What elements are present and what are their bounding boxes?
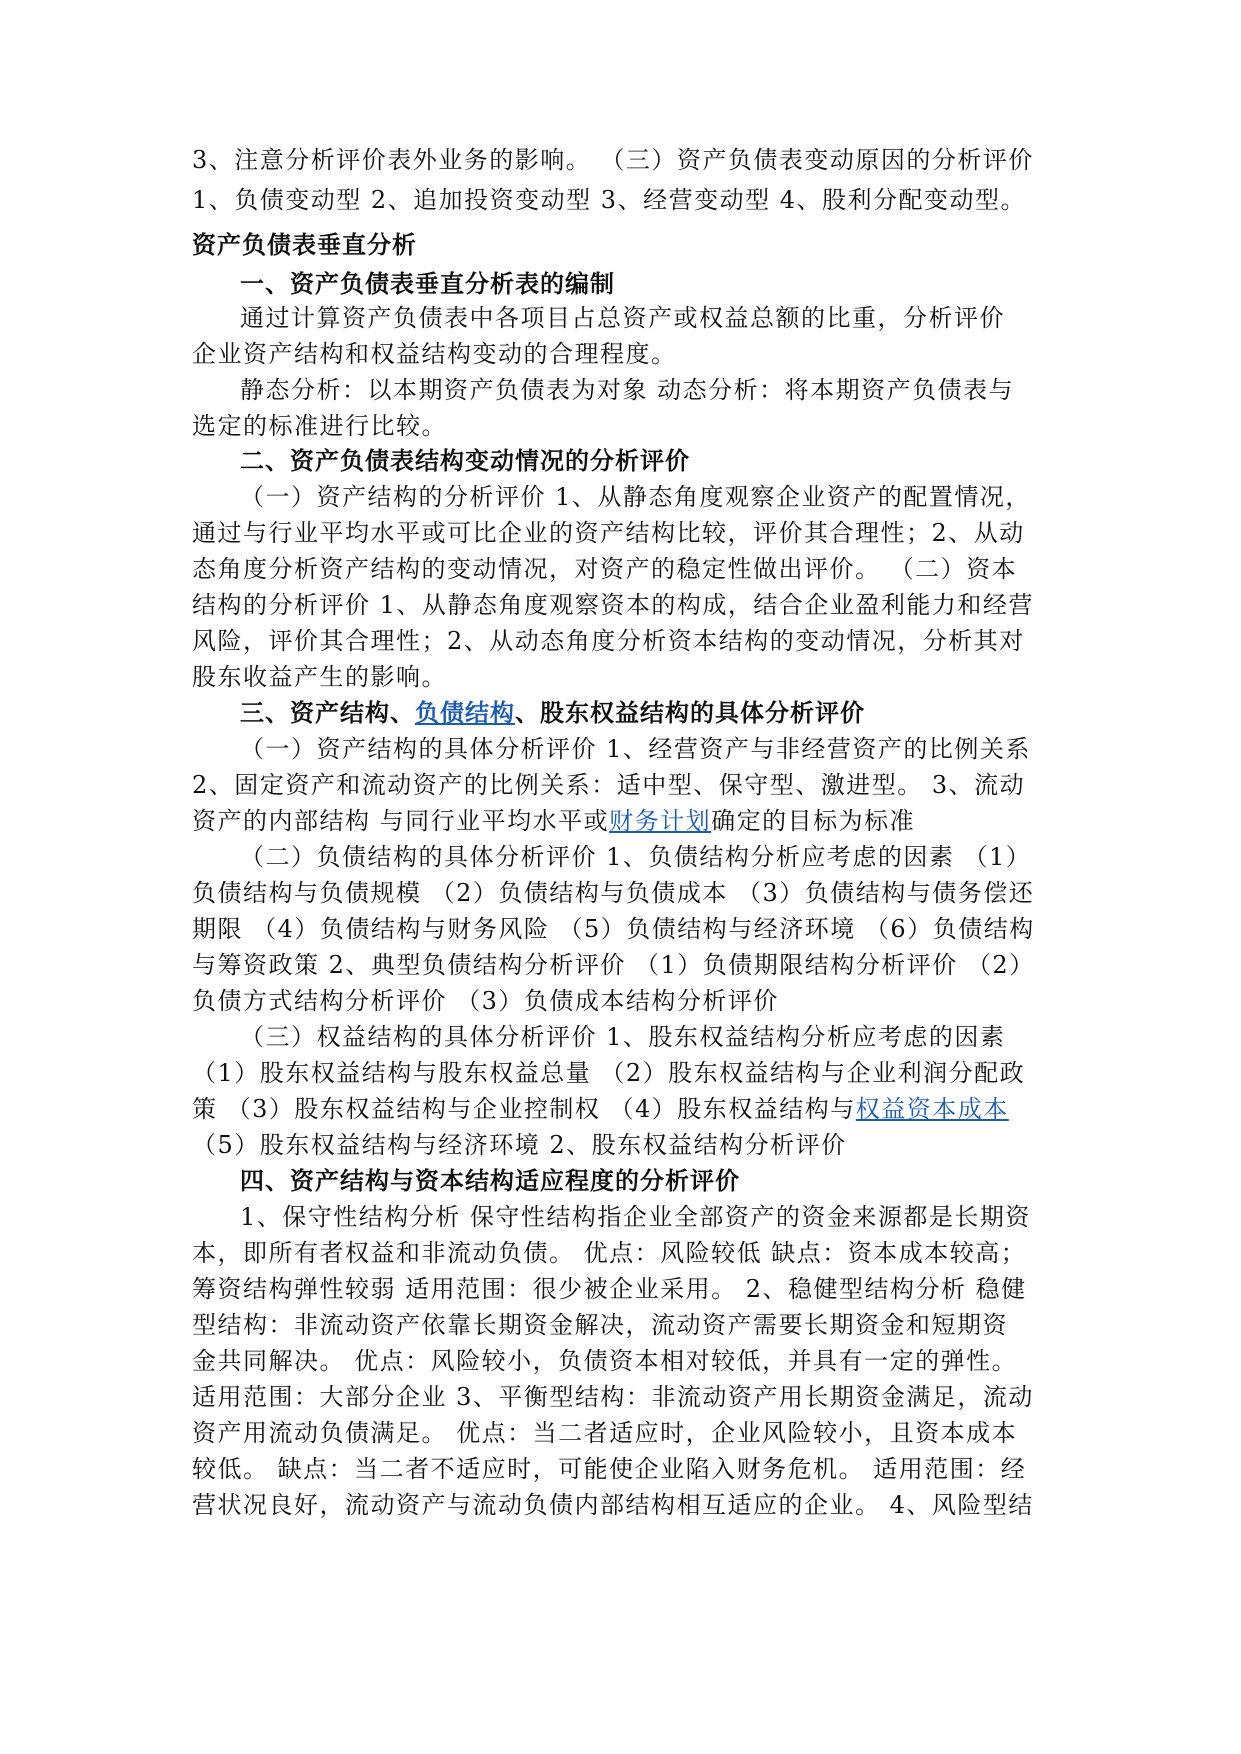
text-line: 较低。 缺点：当二者不适应时，可能使企业陷入财务危机。 适用范围：经 [192, 1455, 1027, 1483]
text-line: （二）负债结构的具体分析评价 1、负债结构分析应考虑的因素 （1） [240, 843, 1032, 871]
text-line: 金共同解决。 优点：风险较小，负债资本相对较低，并具有一定的弹性。 [192, 1347, 1018, 1375]
text-line: 选定的标准进行比较。 [192, 412, 447, 440]
text-line: 风险，评价其合理性；2、从动态角度分析资本结构的变动情况，分析其对 [192, 627, 1025, 655]
text-line: 3、注意分析评价表外业务的影响。 （三）资产负债表变动原因的分析评价 [192, 146, 1034, 174]
text-line: 本，即所有者权益和非流动负债。 优点：风险较低 缺点：资本成本较高； [192, 1239, 1027, 1267]
text-part: 资产的内部结构 与同行业平均水平或 [192, 807, 610, 835]
text-line: 1、保守性结构分析 保守性结构指企业全部资产的资金来源都是长期资 [240, 1203, 1031, 1231]
heading-2: 二、资产负债表结构变动情况的分析评价 [240, 447, 690, 475]
text-line: 2、固定资产和流动资产的比例关系：适中型、保守型、激进型。 3、流动 [192, 771, 1026, 799]
heading-1: 一、资产负债表垂直分析表的编制 [240, 270, 615, 298]
link-equity-capital-cost[interactable]: 权益资本成本 [855, 1095, 1009, 1123]
text-line: 营状况良好，流动资产与流动负债内部结构相互适应的企业。 4、风险型结 [192, 1491, 1034, 1519]
text-line: 期限 （4）负债结构与财务风险 （5）负债结构与经济环境 （6）负债结构 [192, 915, 1035, 943]
text-line: 企业资产结构和权益结构变动的合理程度。 [192, 340, 677, 368]
text-line [192, 1089, 1009, 1129]
text-line: 负债结构与负债规模 （2）负债结构与负债成本 （3）负债结构与债务偿还 [192, 879, 1035, 907]
text-line: 负债方式结构分析评价 （3）负债成本结构分析评价 [192, 987, 779, 1015]
text-line: 型结构：非流动资产依靠长期资金解决，流动资产需要长期资金和短期资 [192, 1311, 1008, 1339]
heading-3-part: 、股东权益结构的具体分析评价 [515, 699, 865, 727]
text-part: 策 （3）股东权益结构与企业控制权 （4）股东权益结构与 [192, 1095, 856, 1123]
text-line [192, 801, 915, 841]
text-line: 与筹资政策 2、典型负债结构分析评价 （1）负债期限结构分析评价 （2） [192, 951, 1035, 979]
text-line: （一）资产结构的具体分析评价 1、经营资产与非经营资产的比例关系 [240, 735, 1031, 763]
text-line: 资产用流动负债满足。 优点：当二者适应时，企业风险较小，且资本成本 [192, 1419, 1018, 1447]
heading-3 [240, 693, 865, 733]
text-line: 筹资结构弹性较弱 适用范围：很少被企业采用。 2、稳健型结构分析 稳健 [192, 1275, 1027, 1303]
text-line: 1、负债变动型 2、追加投资变动型 3、经营变动型 4、股利分配变动型。 [192, 186, 1026, 214]
text-part: 确定的目标为标准 [711, 807, 916, 835]
text-line: 通过计算资产负债表中各项目占总资产或权益总额的比重，分析评价 [240, 304, 1005, 332]
text-line: 通过与行业平均水平或可比企业的资产结构比较，评价其合理性；2、从动 [192, 519, 1025, 547]
heading-4: 四、资产结构与资本结构适应程度的分析评价 [240, 1167, 740, 1195]
text-line: （5）股东权益结构与经济环境 2、股东权益结构分析评价 [192, 1131, 847, 1159]
text-line: 态角度分析资产结构的变动情况，对资产的稳定性做出评价。 （二）资本 [192, 555, 1018, 583]
text-line: 适用范围：大部分企业 3、平衡型结构：非流动资产用长期资金满足，流动 [192, 1383, 1034, 1411]
text-line: 静态分析：以本期资产负债表为对象 动态分析：将本期资产负债表与 [240, 376, 1015, 404]
heading-3-part: 三、资产结构、 [240, 699, 415, 727]
text-line: 股东收益产生的影响。 [192, 663, 447, 691]
text-line: （一）资产结构的分析评价 1、从静态角度观察企业资产的配置情况， [240, 483, 1031, 511]
section-title: 资产负债表垂直分析 [192, 231, 417, 259]
link-financial-plan[interactable]: 财务计划 [609, 807, 712, 835]
text-line: （三）权益结构的具体分析评价 1、股东权益结构分析应考虑的因素 [240, 1023, 1006, 1051]
text-line: （1）股东权益结构与股东权益总量 （2）股东权益结构与企业利润分配政 [192, 1059, 1026, 1087]
link-liability-structure[interactable]: 负债结构 [415, 699, 515, 727]
text-line: 结构的分析评价 1、从静态角度观察资本的构成，结合企业盈利能力和经营 [192, 591, 1034, 619]
